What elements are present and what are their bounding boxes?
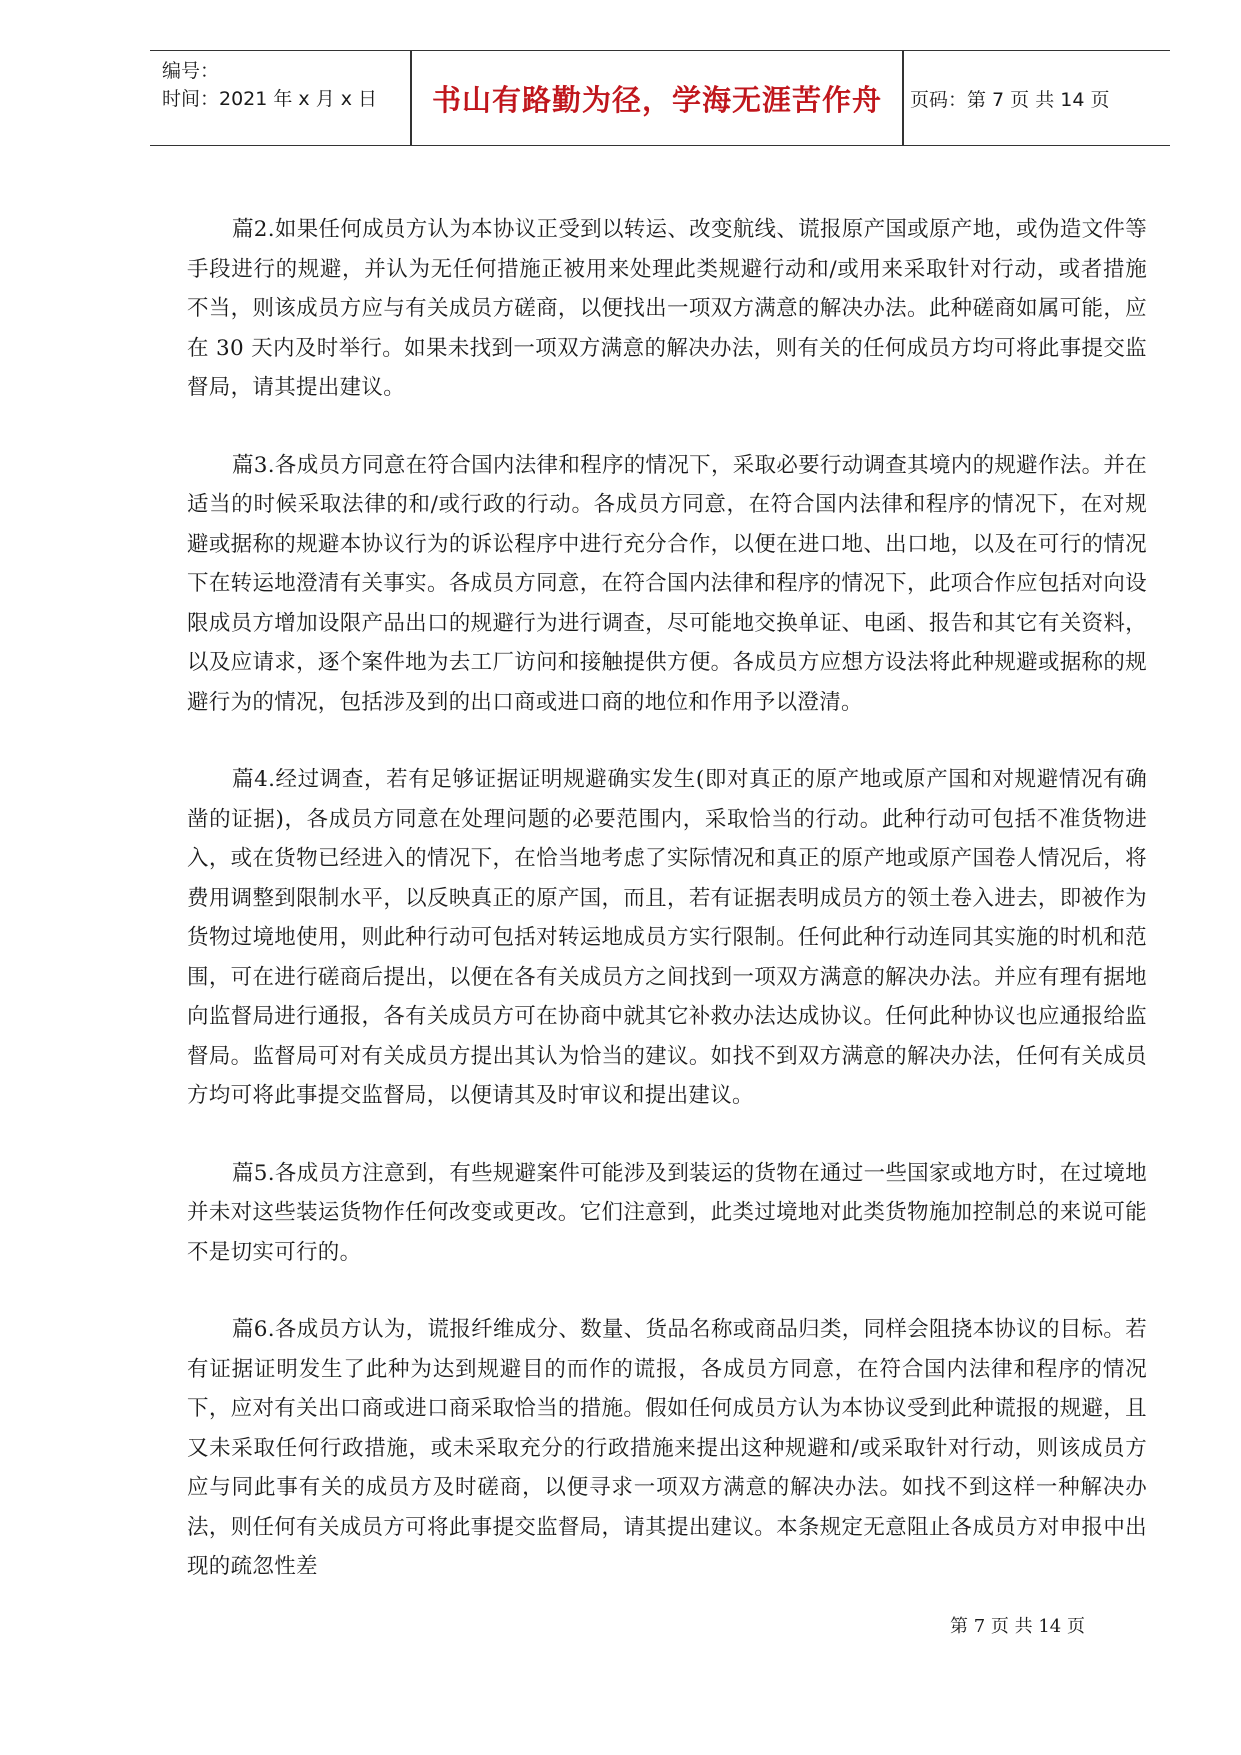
paragraph-2: 萹2.如果任何成员方认为本协议正受到以转运、改变航线、谎报原产国或原产地，或伪造文件等手段进行的规避，并认为无任何措施正被用来处理此类规避行动和/或用来采取针对行动，或者措施不当，则该成员方应与有关成员方磋商，以便找出一项双方满意的解决办法。此种磋商如属可能，应在 30 天内及时举行。如果未找到一项双方满意的解决办法，则有关的任何成员方均可将此事提交监督局，请其提出建议。 (187, 217, 1147, 400)
paragraph-4: 萹4.经过调查，若有足够证据证明规避确实发生(即对真正的原产地或原产国和对规避情况有确凿的证据)，各成员方同意在处理问题的必要范围内，采取恰当的行动。此种行动可包括不准货物进入，或在货物已经进入的情况下，在恰当地考虑了实际情况和真正的原产地或原产国卷人情况后，将费用调整到限制水平，以反映真正的原产国，而且，若有证据表明成员方的领土卷入进去，即被作为货物过境地使用，则此种行动可包括对转运地成员方实行限制。任何此种行动连同其实施的时机和范围，可在进行磋商后提出，以便在各有关成员方之间找到一项双方满意的解决办法。并应有理有据地向监督局进行通报，各有关成员方可在协商中就其它补救办法达成协议。任何此种协议也应通报给监督局。监督局可对有关成员方提出其认为恰当的建议。如找不到双方满意的解决办法，任何有关成员方均可将此事提交监督局，以便请其及时审议和提出建议。 (187, 767, 1147, 1108)
page-header (150, 50, 1170, 146)
header-page-number: 页码：第 7 页 共 14 页 (910, 88, 1110, 111)
header-divider (902, 51, 904, 145)
header-meta (162, 57, 407, 113)
document-body (187, 210, 1147, 1625)
paragraph-3: 萹3.各成员方同意在符合国内法律和程序的情况下，采取必要行动调查其境内的规避作法。并在适当的时候采取法律的和/或行政的行动。各成员方同意，在符合国内法律和程序的情况下，在对规避或据称的规避本协议行为的诉讼程序中进行充分合作，以便在进口地、出口地，以及在可行的情况下在转运地澄清有关事实。各成员方同意，在符合国内法律和程序的情况下，此项合作应包括对向设限成员方增加设限产品出口的规避行为进行调查，尽可能地交换单证、电函、报告和其它有关资料，以及应请求，逐个案件地为去工厂访问和接触提供方便。各成员方应想方设法将此种规避或据称的规避行为的情况，包括涉及到的出口商或进口商的地位和作用予以澄清。 (187, 452, 1147, 715)
header-motto: 书山有路勤为径，学海无涯苦作舟 (431, 82, 882, 117)
page-footer: 第 7 页 共 14 页 (950, 1616, 1085, 1637)
paragraph-6: 萹6.各成员方认为，谎报纤维成分、数量、货品名称或商品归类，同样会阻挠本协议的目标。若有证据证明发生了此种为达到规避目的而作的谎报，各成员方同意，在符合国内法律和程序的情况下，应对有关出口商或进口商采取恰当的措施。假如任何成员方认为本协议受到此种谎报的规避，且又未采取任何行政措施，或未采取充分的行政措施来提出这种规避和/或采取针对行动，则该成员方应与同此事有关的成员方及时磋商，以便寻求一项双方满意的解决办法。如找不到这样一种解决办法，则任何有关成员方可将此事提交监督局，请其提出建议。本条规定无意阻止各成员方对申报中出现的疏忽性差 (187, 1317, 1147, 1579)
document-number-label: 编号： (162, 60, 220, 82)
paragraph-5: 萹5.各成员方注意到，有些规避案件可能涉及到装运的货物在通过一些国家或地方时，在过境地并未对这些装运货物作任何改变或更改。它们注意到，此类过境地对此类货物施加控制总的来说可能不是切实可行的。 (187, 1160, 1147, 1265)
document-time: 时间：2021 年 x 月 x 日 (162, 88, 378, 110)
